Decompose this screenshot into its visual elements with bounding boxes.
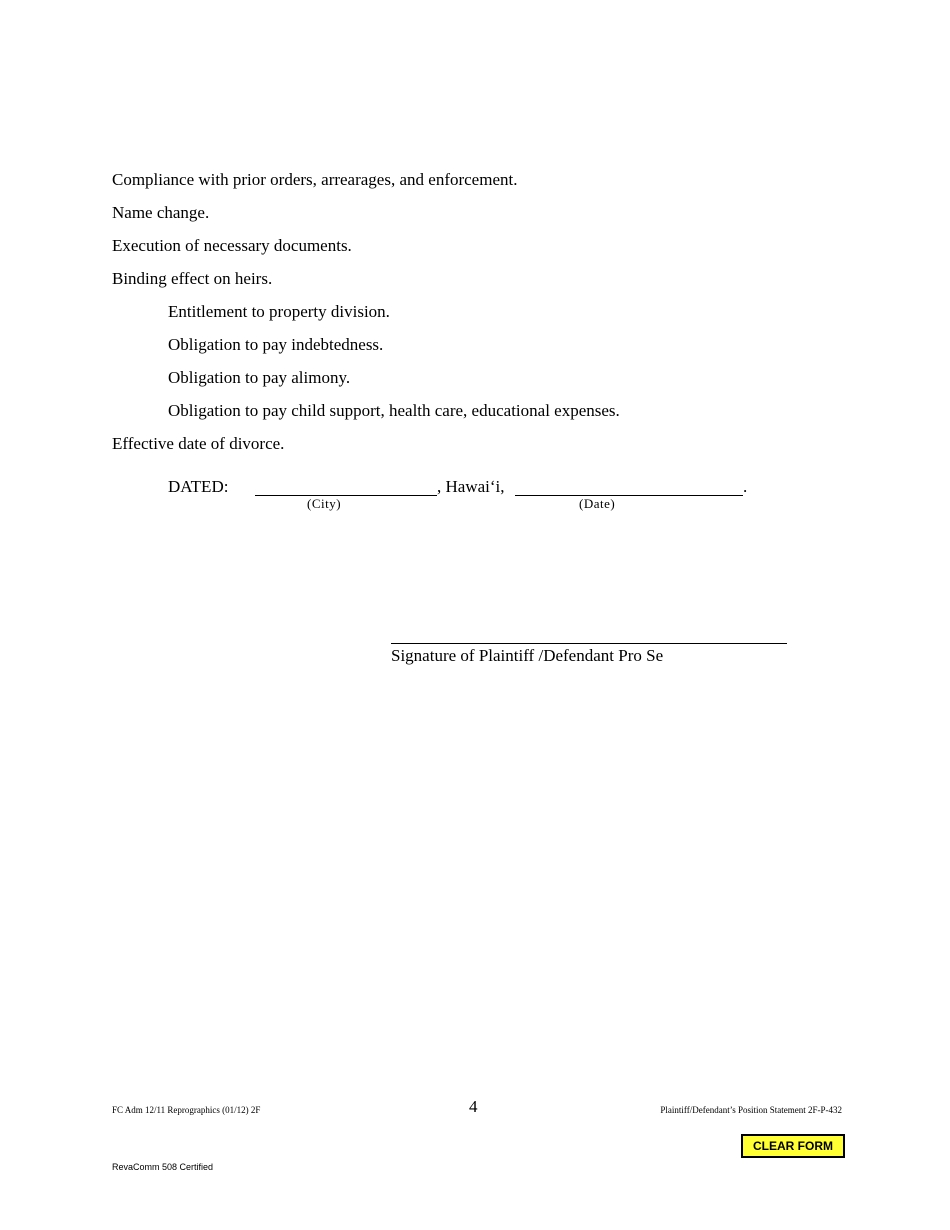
list-item: Name change. xyxy=(112,203,210,222)
state-text: , Hawai‘i, xyxy=(437,477,505,496)
city-caption: (City) xyxy=(307,496,342,511)
signature-label: Signature of Plaintiff /Defendant Pro Se xyxy=(391,646,664,665)
certified-label: RevaComm 508 Certified xyxy=(112,1162,214,1172)
list-item: Obligation to pay child support, health care, educational expenses. xyxy=(168,401,620,420)
list-item: Obligation to pay alimony. xyxy=(168,368,351,387)
date-input[interactable] xyxy=(515,477,743,495)
signature-line xyxy=(391,643,787,644)
date-underline xyxy=(515,495,743,496)
end-period: . xyxy=(743,477,748,496)
footer-form-id: FC Adm 12/11 Reprographics (01/12) 2F xyxy=(112,1105,261,1115)
city-input[interactable] xyxy=(255,477,437,495)
city-underline xyxy=(255,495,437,496)
list-item: Effective date of divorce. xyxy=(112,434,285,453)
date-caption: (Date) xyxy=(579,496,616,511)
dated-label: DATED: xyxy=(168,477,229,496)
list-item: Binding effect on heirs. xyxy=(112,269,273,288)
list-item: Obligation to pay indebtedness. xyxy=(168,335,384,354)
list-item: Execution of necessary documents. xyxy=(112,236,352,255)
footer-form-title: Plaintiff/Defendant’s Position Statement 2F-P-432 xyxy=(660,1105,842,1115)
clear-form-button[interactable]: CLEAR FORM xyxy=(741,1134,845,1158)
list-item: Entitlement to property division. xyxy=(168,302,390,321)
page-number: 4 xyxy=(469,1097,478,1116)
list-item: Compliance with prior orders, arrearages, and enforcement. xyxy=(112,170,518,189)
